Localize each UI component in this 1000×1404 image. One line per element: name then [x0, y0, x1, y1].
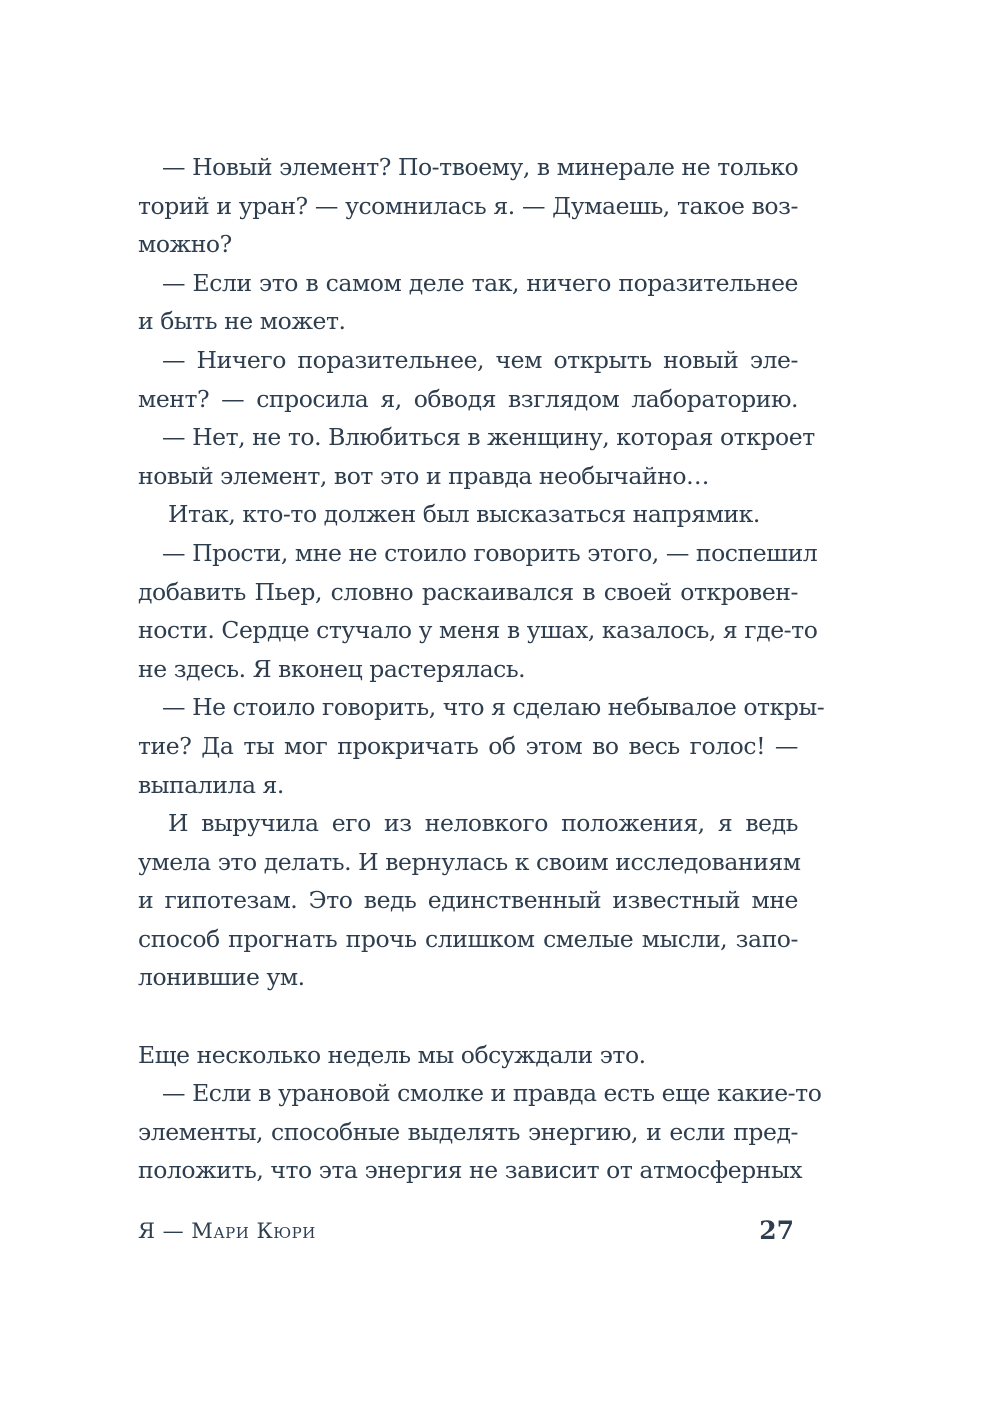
text-line: выпалила я. — [138, 770, 284, 799]
text-line: И выручила его из неловкого положения, я ведь — [168, 809, 798, 838]
text-line: — Прости, мне не стоило говорить этого, — поспешил — [162, 538, 818, 567]
text-line: добавить Пьер, словно раскаивался в своей откровен- — [138, 577, 798, 606]
page-number: 27 — [759, 1216, 794, 1245]
text-line: ности. Сердце стучало у меня в ушах, казалось, я где-то — [138, 616, 818, 645]
text-line: способ прогнать прочь слишком смелые мысли, запо- — [138, 924, 798, 953]
text-line: — Если в урановой смолке и правда есть еще какие-то — [162, 1079, 822, 1108]
text-line: новый элемент, вот это и правда необычайно… — [138, 461, 710, 490]
text-line: тие? Да ты мог прокричать об этом во весь голос! — — [138, 731, 798, 760]
text-line: не здесь. Я вконец растерялась. — [138, 654, 526, 683]
text-line: и быть не может. — [138, 307, 346, 336]
text-line: — Если это в самом деле так, ничего поразительнее — [162, 268, 798, 297]
text-line: — Новый элемент? По-твоему, в минерале не только — [162, 153, 799, 181]
text-line: лонившие ум. — [138, 963, 305, 992]
text-line: Еще несколько недель мы обсуждали это. — [138, 1040, 646, 1069]
body-text — [138, 148, 825, 1190]
text-line: и гипотезам. Это ведь единственный известный мне — [138, 886, 798, 915]
text-line: — Ничего поразительнее, чем открыть новый эле- — [162, 345, 798, 374]
text-line: Итак, кто-то должен был высказаться напрямик. — [168, 500, 760, 529]
text-line: умела это делать. И вернулась к своим исследованиям — [138, 847, 801, 876]
text-line: элементы, способные выделять энергию, и если пред- — [138, 1117, 798, 1146]
page-footer — [138, 1216, 798, 1259]
text-line: мент? — спросила я, обводя взглядом лабораторию. — [138, 384, 798, 413]
text-line: положить, что эта энергия не зависит от атмосферных — [138, 1156, 803, 1185]
text-line: торий и уран? — усомнилась я. — Думаешь, такое воз- — [138, 191, 798, 220]
text-line: можно? — [138, 230, 232, 259]
text-line: — Нет, не то. Влюбиться в женщину, которая откроет — [162, 423, 815, 452]
running-title: Я — Мари Кюри — [138, 1219, 316, 1243]
text-line: — Не стоило говорить, что я сделаю небывалое откры- — [162, 693, 825, 722]
section-break — [138, 997, 798, 1036]
